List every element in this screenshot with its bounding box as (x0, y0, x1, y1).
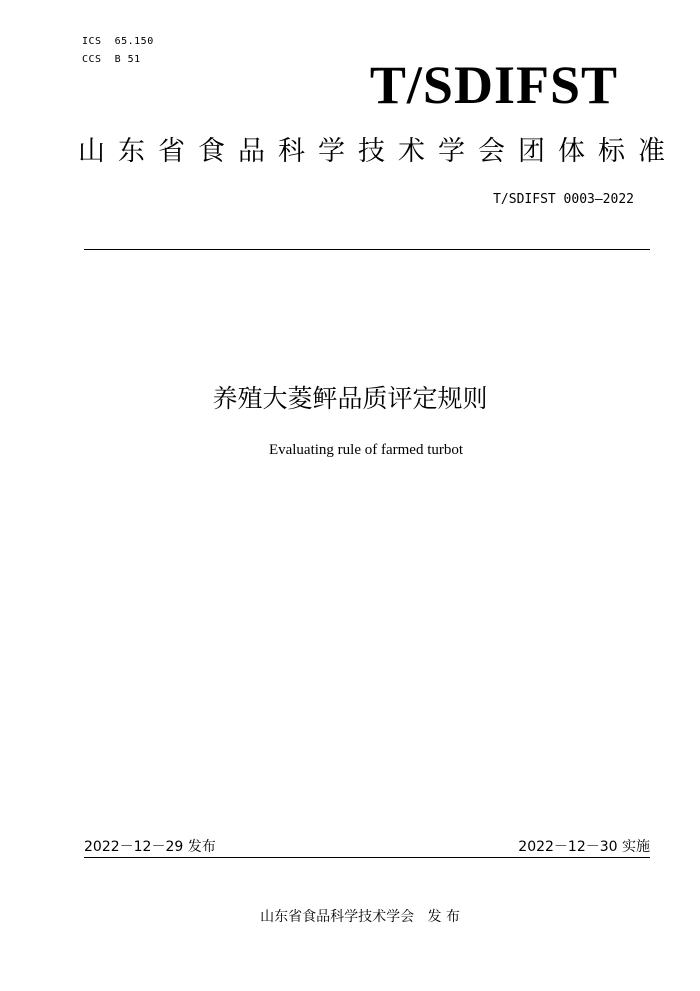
ccs-code: CCS B 51 (82, 54, 141, 65)
organization-code: T/SDIFST (369, 55, 618, 115)
implement-date: 2022－12－30 实施 (518, 839, 650, 855)
publisher: 山东省食品科学技术学会 发 布 (260, 909, 460, 925)
footer-divider (84, 857, 650, 858)
publish-date: 2022－12－29 发布 (84, 839, 216, 855)
document-title-english: Evaluating rule of farmed turbot (268, 442, 464, 458)
standard-number: T/SDIFST 0003—2022 (493, 192, 634, 207)
document-title-chinese: 养殖大菱鲆品质评定规则 (212, 384, 488, 413)
header-divider (84, 249, 650, 250)
standard-type-heading: 山东省食品科学技术学会团体标准 (78, 136, 678, 167)
ics-code: ICS 65.150 (82, 36, 154, 47)
